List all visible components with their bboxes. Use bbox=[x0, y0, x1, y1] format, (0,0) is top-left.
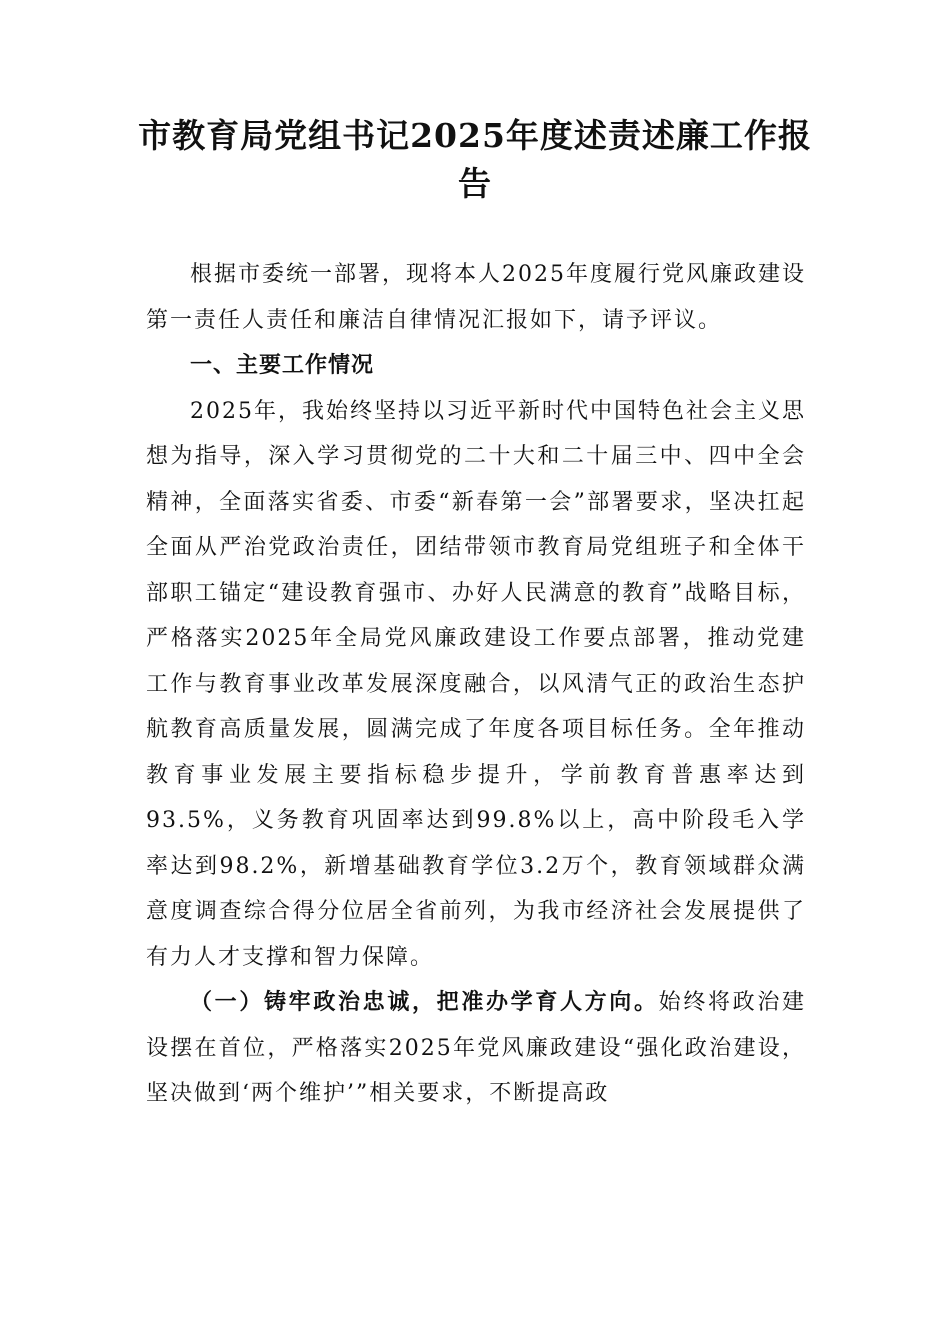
subsection-political-loyalty-paragraph bbox=[146, 980, 806, 1117]
intro-paragraph: 根据市委统一部署，现将本人2025年度履行党风廉政建设第一责任人责任和廉洁自律情况汇报如下，请予评议。 bbox=[146, 262, 806, 333]
subsection-heading-political-loyalty: （一）铸牢政治忠诚，把准办学育人方向。 bbox=[190, 989, 659, 1015]
document-title: 市教育局党组书记2025年度述责述廉工作报告 bbox=[138, 116, 812, 203]
section-main-work-paragraph: 2025年，我始终坚持以习近平新时代中国特色社会主义思想为指导，深入学习贯彻党的二十大和二十届三中、四中全会精神，全面落实省委、市委“新春第一会”部署要求，坚决扛起全面从严治党政治责任，团结带领市教育局党组班子和全体干部职工锚定“建设教育强市、办好人民满意的教育”战略目标，严格落实2025年全局党风廉政建设工作要点部署，推动党建工作与教育事业改革发展深度融合，以风清气正的政治生态护航教育高质量发展，圆满完成了年度各项目标任务。全年推动教育事业发展主要指标稳步提升，学前教育普惠率达到93.5%，义务教育巩固率达到99.8%以上，高中阶段毛入学率达到98.2%，新增基础教育学位3.2万个，教育领域群众满意度调查综合得分位居全省前列，为我市经济社会发展提供了有力人才支撑和智力保障。 bbox=[146, 398, 806, 970]
document-body bbox=[146, 252, 806, 1117]
section-heading-main-work: 一、主要工作情况 bbox=[190, 353, 375, 378]
subsection-political-loyalty-text: 始终将政治建设摆在首位，严格落实2025年党风廉政建设“强化政治建设，坚决做到‘两个维护’”相关要求，不断提高政 bbox=[146, 990, 806, 1106]
